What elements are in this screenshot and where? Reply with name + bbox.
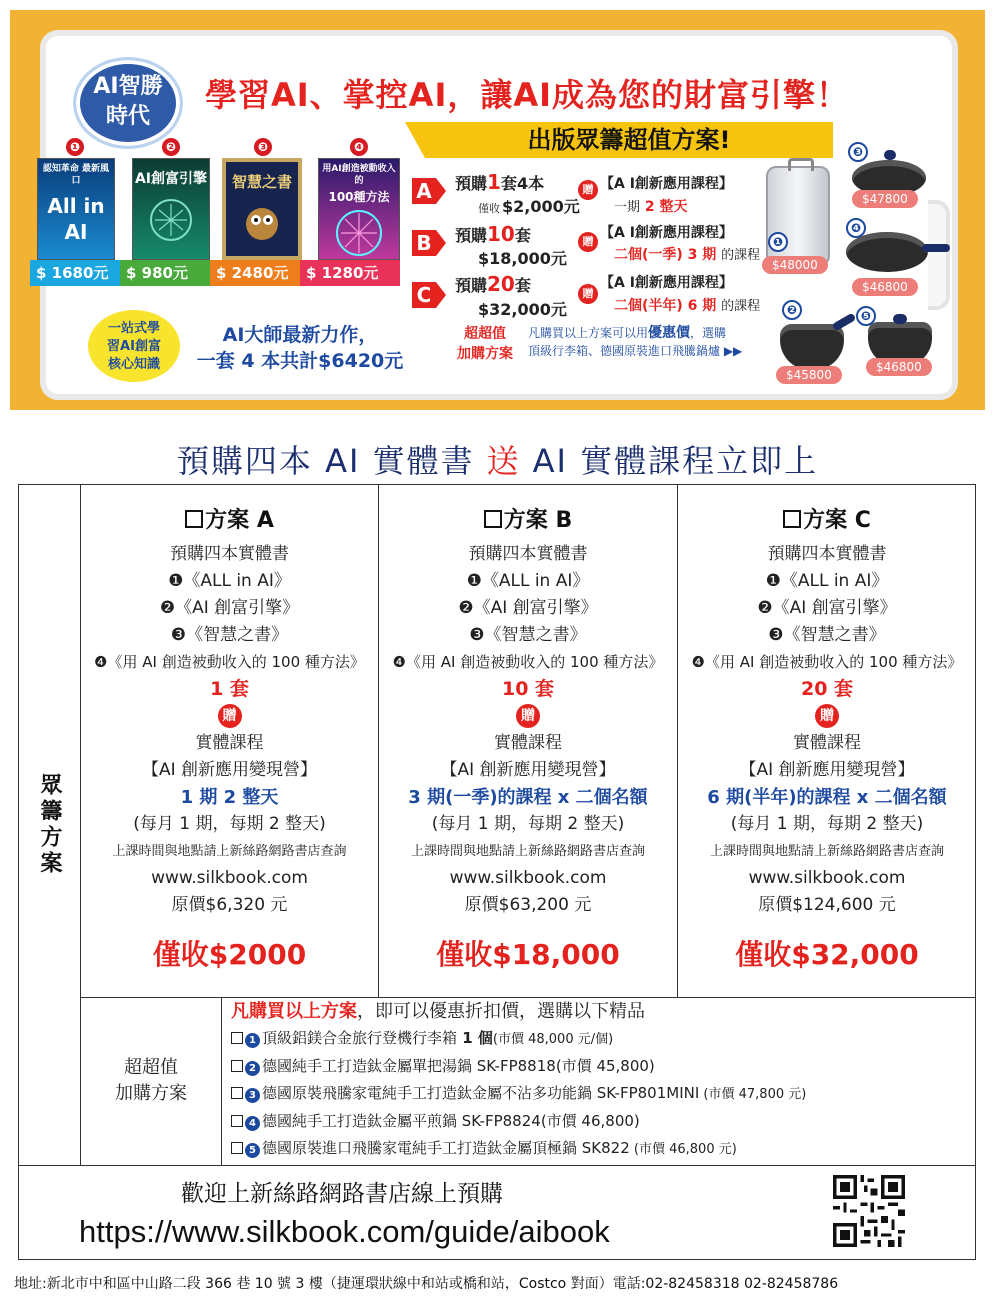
book-cover-all-in-ai: [37, 158, 115, 260]
item-market-price: (市價 48,000 元/個): [492, 1032, 614, 1047]
plan-a-column: [81, 485, 378, 997]
gift-row: [678, 703, 976, 730]
book-number-4: ❹: [350, 138, 368, 156]
original-price: 原價$6,320 元: [171, 895, 288, 915]
plan-c-course: 【A I創新應用課程】: [600, 275, 733, 291]
plan-quantity: 1 套: [210, 678, 249, 700]
note-text: 凡購買以上方案可以用: [528, 326, 649, 340]
offer-title: 出版眾籌超值方案!: [425, 122, 833, 158]
plan-book-2: ❷《AI 創富引擎》: [458, 598, 598, 618]
plan-b-course: 【A I創新應用課程】: [600, 225, 733, 241]
product-price-4: $46800: [852, 278, 918, 296]
book-cover-title: All in AI: [47, 194, 105, 244]
addon-item-5[interactable]: [231, 1135, 971, 1163]
pot-image-4: [846, 232, 928, 272]
addon-list: [231, 999, 971, 1163]
plan-c-column: [678, 485, 976, 997]
item-market-price: (市價 47,800 元): [699, 1087, 807, 1102]
item-text: 德國原裝進口飛騰家電純手工打造鈦金屬頂極鍋 SK822: [262, 1139, 630, 1157]
buy-num: 1: [487, 170, 501, 194]
banner-headline: 學習AI、掌控AI，讓AI成為您的財富引擎！: [205, 76, 850, 114]
master-works-text: AI大師最新力作， 一套 4 本共計$6420元: [196, 324, 404, 372]
plan-b-course-detail: [614, 244, 760, 264]
book-cover-subtitle: 用AI創造被動收入的: [322, 164, 396, 186]
course-query-note: 上課時間與地點請上新絲路網路書店查詢: [410, 844, 645, 859]
final-price: 僅收$2000: [152, 938, 307, 971]
checkbox-icon[interactable]: [231, 1142, 243, 1154]
super-note-line1: [528, 324, 742, 342]
plan-book-4: ❹《用 AI 創造被動收入的 100 種方法》: [94, 653, 365, 671]
item-number: 2: [245, 1061, 260, 1076]
item-number: 4: [245, 1116, 260, 1131]
plan-b-title[interactable]: [379, 503, 677, 541]
course-schedule: (每月 1 期，每期 2 整天): [730, 814, 924, 834]
plan-book-1: ❶《ALL in AI》: [168, 571, 291, 591]
buy-suffix: 套: [514, 276, 531, 295]
buy-num: 20: [487, 272, 515, 296]
course-name: 【AI 創新應用變現營】: [141, 760, 318, 780]
product-price-5: $46800: [866, 358, 932, 376]
pot-lid-knob-3: [884, 150, 896, 160]
plan-b-buy: [455, 222, 531, 246]
buy-prefix: 預購: [455, 174, 488, 193]
course-sessions: 1 期 2 整天: [180, 787, 279, 808]
plan-c-course-detail: [614, 295, 760, 315]
plan-book-4: ❹《用 AI 創造被動收入的 100 種方法》: [392, 653, 664, 671]
price-value: $2,000元: [502, 197, 580, 216]
plan-book-1: ❶《ALL in AI》: [466, 571, 590, 591]
addon-heading-rest: ，即可以優惠折扣價，選購以下精品: [357, 1001, 645, 1022]
book-cover-subtitle: 認知革命 最新風口: [42, 164, 110, 186]
site-link[interactable]: www.silkbook.com: [748, 868, 906, 888]
buy-suffix: 套: [514, 226, 531, 245]
item-market-price: (市價 46,800): [540, 1112, 640, 1130]
buy-prefix: 預購: [455, 226, 488, 245]
plan-title-text: 方案 A: [205, 508, 274, 533]
gift-row: [81, 703, 378, 730]
product-price-1: $48000: [762, 256, 828, 274]
book-price-tag-4: $ 1280元: [300, 260, 400, 286]
addon-label: 超超值 加購方案: [115, 1057, 187, 1104]
super-addon-label: 超超值 加購方案: [457, 326, 513, 362]
ai-era-badge: AI智勝 時代: [76, 60, 180, 146]
item-text: 頂級鋁鎂合金旅行登機行李箱: [262, 1029, 458, 1047]
detail-a: 二個(半年): [614, 298, 683, 314]
gift-row: [379, 703, 677, 730]
detail-a: 一期: [614, 200, 641, 215]
detail-b: 3 期: [687, 247, 717, 263]
book-cover-book-of-wisdom: [222, 158, 302, 260]
course-type: 實體課程: [195, 733, 264, 753]
note-bold: 優惠價: [648, 325, 691, 341]
product-number-1: ❶: [768, 232, 788, 252]
course-name: 【AI 創新應用變現營】: [739, 760, 915, 780]
addon-heading-red: 凡購買以上方案: [231, 1001, 357, 1022]
book-cover-title: AI創富引擎: [134, 171, 208, 187]
plan-b-marker: B: [412, 230, 436, 256]
final-price: 僅收$32,000: [735, 938, 919, 971]
gift-badge: 贈: [815, 704, 839, 728]
book-number-2: ❷: [162, 138, 180, 156]
product-number-2: ❷: [782, 300, 802, 320]
plan-a-buy: [455, 170, 544, 194]
book-price-tag-3: $ 2480元: [210, 260, 302, 286]
item-quantity: 1 個: [457, 1029, 493, 1047]
product-number-3: ❸: [848, 142, 868, 162]
plan-a-course: 【A I創新應用課程】: [600, 176, 733, 192]
plan-c-buy: [455, 272, 531, 296]
addon-heading: [231, 999, 971, 1025]
course-schedule: (每月 1 期，每期 2 整天): [431, 814, 625, 834]
note-text: ，選購: [690, 326, 727, 340]
product-number-4: ❹: [846, 218, 866, 238]
plan-intro: 預購四本實體書: [767, 544, 887, 564]
addon-item-4[interactable]: [231, 1108, 971, 1135]
original-price: 原價$124,600 元: [758, 895, 896, 915]
gift-badge: 贈: [218, 704, 242, 728]
book-price-tag-2: $ 980元: [120, 260, 212, 286]
item-number: 5: [245, 1143, 260, 1158]
plan-book-4: ❹《用 AI 創造被動收入的 100 種方法》: [691, 653, 963, 671]
checkbox-icon[interactable]: [484, 510, 502, 528]
plan-book-3: ❸《智慧之書》: [170, 625, 289, 645]
banner-card-tab: [928, 200, 950, 310]
price-prefix: 僅收: [478, 202, 500, 215]
book-number-3: ❸: [254, 138, 272, 156]
gift-badge-c: 贈: [578, 284, 598, 304]
super-note-line2: 頂級行李箱、德國原裝進口飛騰鍋爐 ▶▶: [528, 344, 743, 358]
section-title: [0, 436, 995, 482]
side-label-text: 眾籌方案: [37, 773, 62, 877]
brain-circuit-icon: [141, 195, 201, 245]
addon-item-2[interactable]: [231, 1053, 971, 1080]
item-market-price: (市價 45,800): [555, 1057, 655, 1075]
plan-b-price: $18,000元: [478, 249, 567, 268]
pot-lid-knob-5: [893, 314, 907, 324]
buy-suffix: 套4本: [500, 174, 545, 193]
one-stop-badge: 一站式學 習AI創富 核心知識: [88, 310, 180, 382]
course-sessions: 3 期(一季)的課程 x 二個名額: [408, 787, 648, 808]
plan-book-3: ❸《智慧之書》: [469, 625, 587, 645]
plan-intro: 預購四本實體書: [468, 544, 588, 564]
offer-title-ribbon: [405, 122, 425, 158]
table-divider: [221, 997, 222, 1165]
site-link[interactable]: www.silkbook.com: [449, 868, 607, 888]
gift-badge: 贈: [516, 704, 540, 728]
footer-address: 地址:新北市中和區中山路二段 366 巷 10 號 3 樓（捷運環狀線中和站或橋和站，Costco 對面）電話:02-82458318 02-82458786: [14, 1276, 839, 1292]
course-type: 實體課程: [494, 733, 562, 753]
plan-title-text: 方案 C: [803, 508, 871, 533]
checkbox-icon[interactable]: [231, 1060, 243, 1072]
plan-a-title[interactable]: [81, 503, 378, 541]
welcome-line: 歡迎上新絲路網路書店線上預購: [181, 1181, 503, 1207]
plan-a-marker: A: [412, 178, 436, 204]
course-query-note: 上課時間與地點請上新絲路網路書店查詢: [709, 844, 944, 859]
checkbox-icon[interactable]: [185, 510, 203, 528]
course-schedule: (每月 1 期，每期 2 整天): [133, 814, 326, 834]
detail-c: 的課程: [721, 299, 761, 314]
super-addon-note: [528, 324, 742, 360]
checkbox-icon[interactable]: [231, 1087, 243, 1099]
plans-table: [18, 484, 976, 1260]
checkbox-icon[interactable]: [783, 510, 801, 528]
product-price-3: $47800: [852, 190, 918, 208]
book-cover-ai-wealth-engine: [132, 158, 210, 260]
plan-book-3: ❸《智慧之書》: [768, 625, 886, 645]
item-number: 1: [245, 1033, 260, 1048]
plan-quantity: 20 套: [800, 678, 854, 700]
buy-num: 10: [487, 222, 515, 246]
welcome-block: [79, 1177, 839, 1253]
preorder-url[interactable]: https://www.silkbook.com/guide/aibook: [79, 1214, 610, 1249]
ai-head-icon: [329, 205, 389, 260]
book-cover-title: 智慧之書: [231, 173, 292, 191]
detail-a: 二個(一季): [614, 247, 683, 263]
section-title-part-b: AI 實體課程立即上: [532, 442, 819, 480]
item-text: 德國純手工打造鈦金屬平煎鍋 SK-FP8824: [262, 1112, 541, 1130]
plan-book-2: ❷《AI 創富引擎》: [159, 598, 300, 618]
pot-handle-4: [922, 244, 950, 252]
course-query-note: 上課時間與地點請上新絲路網路書店查詢: [112, 844, 347, 859]
detail-b: 2 整天: [644, 199, 688, 215]
owl-icon: [237, 198, 287, 242]
plan-quantity: 10 套: [501, 678, 555, 700]
final-price: 僅收$18,000: [436, 938, 620, 971]
product-number-5: ❺: [856, 306, 876, 326]
item-number: 3: [245, 1088, 260, 1103]
plan-book-1: ❶《ALL in AI》: [765, 571, 889, 591]
addon-item-3[interactable]: [231, 1080, 971, 1108]
section-title-gift: 送: [486, 442, 521, 480]
plan-intro: 預購四本實體書: [170, 544, 289, 564]
plan-a-course-detail: [614, 196, 688, 216]
gift-badge-b: 贈: [578, 232, 598, 252]
course-sessions: 6 期(半年)的課程 x 二個名額: [707, 787, 947, 808]
plan-b-column: [379, 485, 677, 997]
qr-code-icon[interactable]: [833, 1175, 905, 1247]
course-type: 實體課程: [793, 733, 861, 753]
product-price-2: $45800: [776, 366, 842, 384]
detail-b: 6 期: [687, 298, 717, 314]
site-link[interactable]: www.silkbook.com: [151, 868, 308, 888]
plan-a-price: [478, 194, 580, 217]
plan-c-marker: C: [412, 282, 436, 308]
addon-item-1[interactable]: [231, 1025, 971, 1053]
item-text: 德國原裝飛騰家電純手工打造鈦金屬不沾多功能鍋 SK-FP801MINI: [262, 1084, 700, 1102]
book-price-tag-1: $ 1680元: [30, 260, 122, 286]
plan-book-2: ❷《AI 創富引擎》: [757, 598, 897, 618]
book-cover-100-methods: [318, 158, 400, 260]
plan-c-price: $32,000元: [478, 300, 567, 319]
crowdfunding-side-label: [19, 485, 80, 1165]
item-text: 德國純手工打造鈦金屬單把湯鍋 SK-FP8818: [262, 1057, 556, 1075]
gift-badge-a: 贈: [578, 180, 598, 200]
original-price: 原價$63,200 元: [464, 895, 592, 915]
detail-c: 的課程: [721, 248, 761, 263]
book-cover-title: 100種方法: [328, 190, 390, 204]
section-title-part-a: 預購四本 AI 實體書: [176, 442, 475, 480]
item-market-price: (市價 46,800 元): [629, 1142, 737, 1157]
checkbox-icon[interactable]: [231, 1115, 243, 1127]
table-divider: [19, 1165, 976, 1166]
plan-c-title[interactable]: [678, 503, 976, 541]
checkbox-icon[interactable]: [231, 1032, 243, 1044]
book-number-1: ❶: [66, 138, 84, 156]
buy-prefix: 預購: [455, 276, 488, 295]
plan-title-text: 方案 B: [503, 508, 573, 533]
course-name: 【AI 創新應用變現營】: [440, 760, 616, 780]
